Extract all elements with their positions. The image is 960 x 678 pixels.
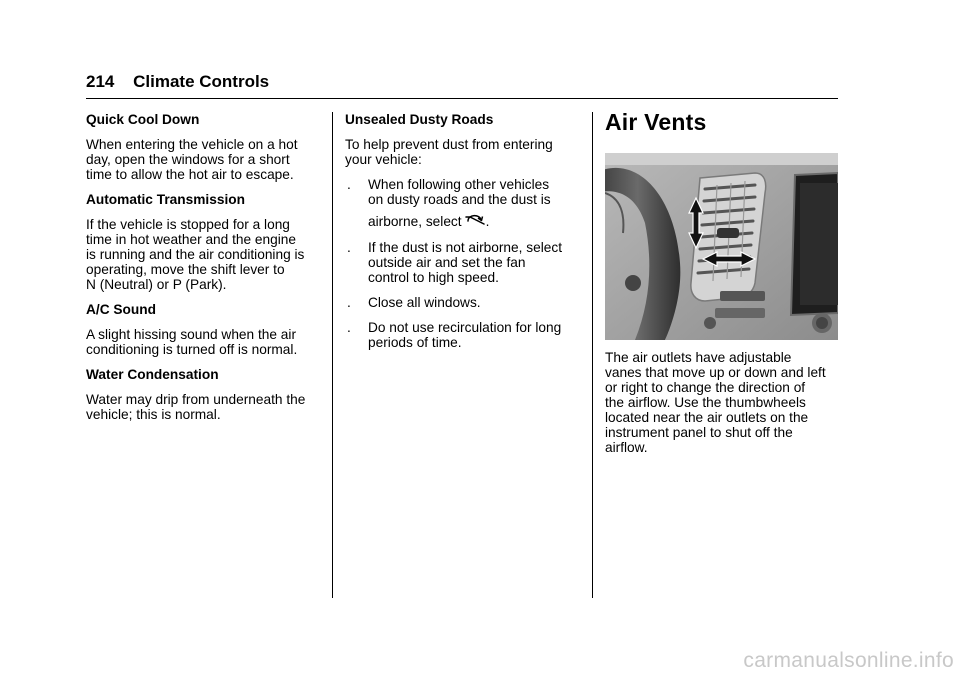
section-title: Climate Controls — [133, 72, 270, 91]
text-line: or right to change the direction of — [605, 380, 806, 395]
text-line: day, open the windows for a short — [86, 152, 290, 167]
text-line: Do not use recirculation for long — [368, 320, 562, 335]
text-line: Close all windows. — [368, 295, 481, 310]
text-line: A slight hissing sound when the air — [86, 327, 297, 342]
text-line: is running and the air conditioning is — [86, 247, 305, 262]
text-line: N (Neutral) or P (Park). — [86, 277, 227, 292]
bullet-item-1 — [345, 177, 585, 230]
bullet-mark: . — [347, 177, 351, 192]
text-line: If the dust is not airborne, select — [368, 240, 563, 255]
text-line: control to high speed. — [368, 270, 499, 285]
paragraph-air-vents — [605, 350, 845, 455]
bullet-item-3 — [345, 295, 585, 310]
text-fragment: airborne, select — [368, 214, 462, 229]
text-line: located near the air outlets on the — [605, 410, 809, 425]
column-divider-1 — [332, 112, 333, 598]
air-vent-illustration — [605, 153, 838, 340]
text-line: time to allow the hot air to escape. — [86, 167, 294, 182]
heading-unsealed-dusty-roads: Unsealed Dusty Roads — [345, 112, 494, 127]
heading-automatic-transmission: Automatic Transmission — [86, 192, 245, 207]
text-line: vanes that move up or down and left — [605, 365, 826, 380]
bullet-mark: . — [347, 240, 351, 255]
text-line: the airflow. Use the thumbwheels — [605, 395, 806, 410]
text-line: vehicle; this is normal. — [86, 407, 221, 422]
bullet-mark: . — [347, 295, 351, 310]
column-2 — [345, 112, 585, 350]
paragraph-ac-sound — [86, 327, 326, 357]
text-line: operating, move the shift lever to — [86, 262, 285, 277]
paragraph-quick-cool-down — [86, 137, 326, 182]
text-fragment: . — [485, 214, 490, 229]
text-line: airflow. — [605, 440, 648, 455]
text-line: outside air and set the fan — [368, 255, 526, 270]
text-line — [368, 213, 551, 230]
page-header — [86, 72, 838, 92]
text-line: conditioning is turned off is normal. — [86, 342, 298, 357]
text-line: When entering the vehicle on a hot — [86, 137, 298, 152]
text-line: on dusty roads and the dust is — [368, 192, 551, 207]
text-line: When following other vehicles — [368, 177, 550, 192]
text-line: periods of time. — [368, 335, 462, 350]
paragraph-water-condensation — [86, 392, 326, 422]
page-number: 214 — [86, 72, 115, 91]
heading-ac-sound: A/C Sound — [86, 302, 156, 317]
text-line: instrument panel to shut off the — [605, 425, 793, 440]
bullet-item-2 — [345, 240, 585, 285]
bullet-item-4 — [345, 320, 585, 350]
text-line: Water may drip from underneath the — [86, 392, 306, 407]
heading-water-condensation: Water Condensation — [86, 367, 219, 382]
text-line: The air outlets have adjustable — [605, 350, 792, 365]
recirculation-icon — [464, 213, 486, 230]
bullet-mark: . — [347, 320, 351, 335]
text-line: your vehicle: — [345, 152, 422, 167]
text-line: time in hot weather and the engine — [86, 232, 297, 247]
paragraph-dusty-intro — [345, 137, 585, 167]
watermark: carmanualsonline.info — [743, 649, 954, 672]
text-line: If the vehicle is stopped for a long — [86, 217, 290, 232]
heading-quick-cool-down: Quick Cool Down — [86, 112, 200, 127]
paragraph-automatic-transmission — [86, 217, 326, 292]
column-1 — [86, 112, 326, 422]
heading-air-vents: Air Vents — [605, 109, 707, 135]
column-divider-2 — [592, 112, 593, 598]
header-rule — [86, 98, 838, 99]
text-line: To help prevent dust from entering — [345, 137, 553, 152]
